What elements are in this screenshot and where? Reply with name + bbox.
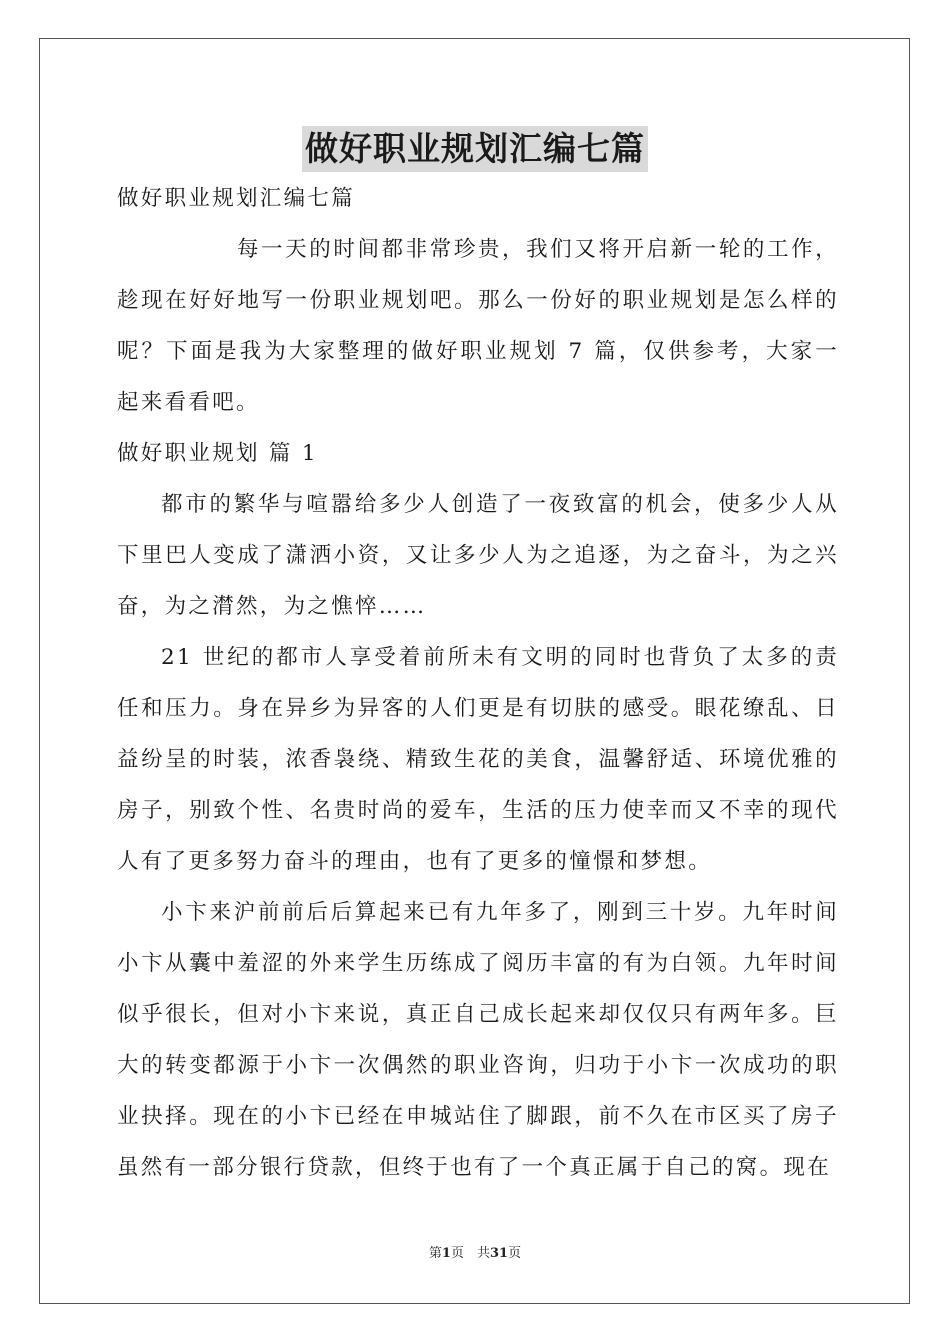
document-title: 做好职业规划汇编七篇	[302, 126, 648, 172]
footer-page-number: 1	[441, 1246, 451, 1261]
body-paragraph: 小卞来沪前前后后算起来已有九年多了，刚到三十岁。九年时间小卞从囊中羞涩的外来学生历练成了阅历丰富的有为白领。九年时间似乎很长，但对小卞来说，真正自己成长起来却仅仅只有两年多。巨大的转变都源于小卞一次偶然的职业咨询，归功于小卞一次成功的职业抉择。现在的小卞已经在申城站住了脚跟，前不久在市区买了房子虽然有一部分银行贷款，但终于也有了一个真正属于自己的窝。现在	[117, 900, 839, 1180]
title-container	[0, 126, 950, 172]
footer-page-prefix: 第	[428, 1246, 442, 1261]
footer-total-pages: 31	[489, 1246, 509, 1261]
page-footer	[0, 1244, 950, 1264]
footer-page-middle: 页 共	[450, 1246, 490, 1261]
body-paragraph: 21 世纪的都市人享受着前所未有文明的同时也背负了太多的责任和压力。身在异乡为异客的人们更是有切肤的感受。眼花缭乱、日益纷呈的时装，浓香袅绕、精致生花的美食，温馨舒适、环境优雅的房子，别致个性、名贵时尚的爱车，生活的压力使幸而又不幸的现代人有了更多努力奋斗的理由，也有了更多的憧憬和梦想。	[117, 645, 839, 874]
footer-page-suffix: 页	[508, 1246, 522, 1261]
section-heading: 做好职业规划 篇 1	[117, 441, 318, 466]
intro-paragraph: 每一天的时间都非常珍贵，我们又将开启新一轮的工作，趁现在好好地写一份职业规划吧。那么一份好的职业规划是怎么样的呢？下面是我为大家整理的做好职业规划 7 篇，仅供参考，大家一起来看看吧。	[117, 237, 839, 415]
body-paragraph: 都市的繁华与喧嚣给多少人创造了一夜致富的机会，使多少人从下里巴人变成了潇洒小资，又让多少人为之追逐，为之奋斗，为之兴奋，为之潸然，为之憔悴……	[117, 492, 839, 619]
document-subtitle: 做好职业规划汇编七篇	[117, 186, 356, 211]
document-body	[117, 173, 839, 1193]
